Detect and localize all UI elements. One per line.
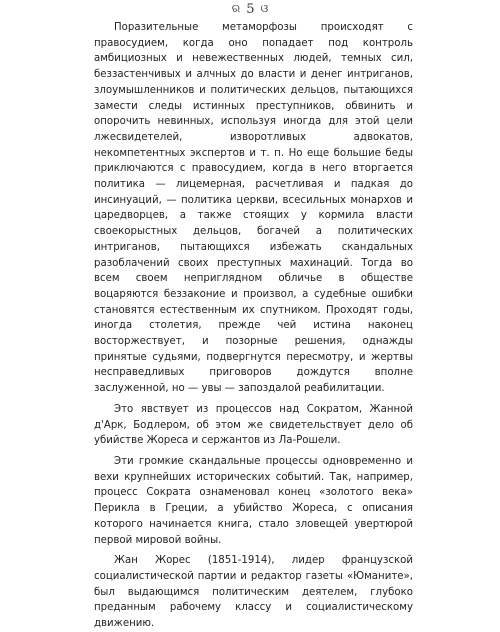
paragraph: Это явствует из процессов над Сократом, Жанной д'Арк, Бодлером, об этом же свидетельствует дело об убийстве Жореса и сержантов из Ла-Рошели. bbox=[94, 403, 413, 447]
body-text bbox=[94, 20, 413, 632]
ornament-left-icon: ର bbox=[231, 2, 241, 15]
paragraph: Эти громкие скандальные процессы одновременно и вехи крупнейших исторических событий. Так, например, процесс Сократа ознаменовал конец «золотого века» Перикла в Греции, а убийство Жореса, с описания которого начинается книга, стало зловещей увертюрой первой мировой войны. bbox=[94, 455, 413, 546]
page-number: 5 bbox=[246, 2, 255, 17]
ornament-right-icon: ଓ bbox=[260, 2, 269, 15]
page-header bbox=[0, 2, 500, 17]
paragraph: Жан Жорес (1851-1914), лидер французской социалистической партии и редактор газеты «Юманите», был выдающимся политическим деятелем, глубоко преданным рабочему классу и социалистическому движению. bbox=[94, 555, 413, 630]
paragraph: Поразительные метаморфозы происходят с правосудием, когда оно попадает под контроль амбициозных и невежественных людей, темных сил, беззастенчивых и алчных до власти и денег интриганов, злоумышленников и политических дельцов, пытающихся замести следы истинных преступников, обвинить и опорочить невинных, используя иногда для этой цели лжесвидетелей, изворотливых адвокатов, некомпетентных экспертов и т. п. Но еще большие беды приключаются с правосудием, когда в него вторгается политика — лицемерная, расчетливая и падкая до инсинуаций, — политика церкви, всесильных монархов и царедворцев, а также стоящих у кормила власти своекорыстных дельцов, богачей а политических интриганов, пытающихся избежать скандальных разоблачений своих преступных махинаций. Тогда во всем своем неприглядном обличье в обществе воцаряются беззаконие и произвол, а судебные ошибки становятся естественным их спутником. Проходят годы, иногда столетия, прежде чей истина наконец восторжествует, и позорные решения, однажды принятые судьями, подвергнутся пересмотру, и жертвы несправедливых приговоров дождутся вполне заслуженной, но — увы — запоздалой реабилитации. bbox=[94, 22, 413, 395]
